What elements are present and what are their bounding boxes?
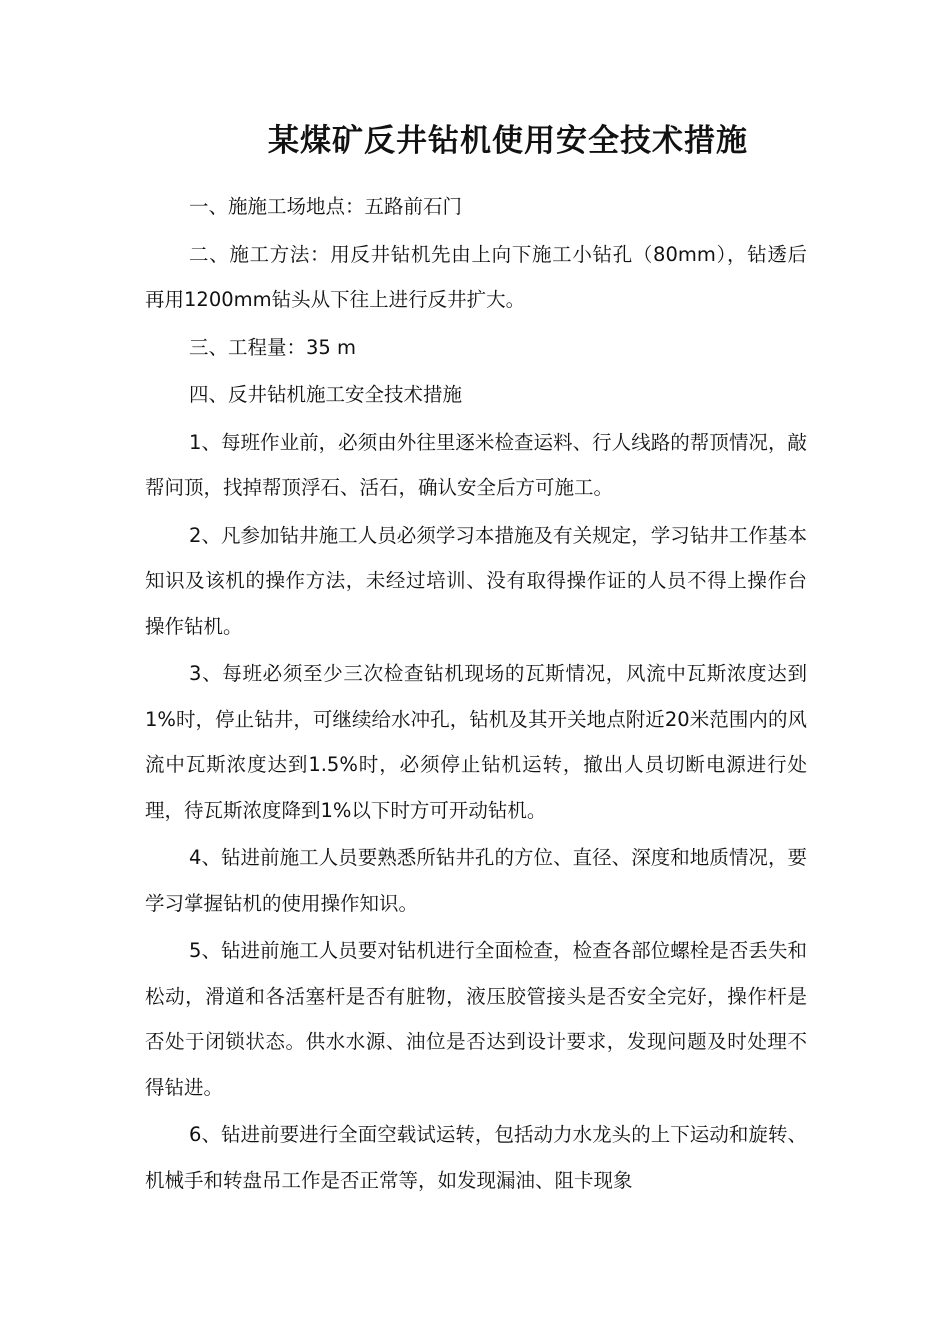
paragraph-item-2: 2、凡参加钻井施工人员必须学习本措施及有关规定，学习钻井工作基本知识及该机的操作方法，未经过培训、没有取得操作证的人员不得上操作台操作钻机。 [145,523,807,638]
paragraph-site: 一、施施工场地点：五路前石门 [189,195,463,218]
paragraph-item-3: 3、每班必须至少三次检查钻机现场的瓦斯情况，风流中瓦斯浓度达到1%时，停止钻井，可继续给水冲孔，钻机及其开关地点附近20米范围内的风流中瓦斯浓度达到1.5%时，必须停止钻机运转，撤出人员切断电源进行处理，待瓦斯浓度降到1%以下时方可开动钻机。 [145,662,807,822]
paragraph-quantity: 三、工程量：35 m [189,335,357,359]
document-title: 某煤矿反井钻机使用安全技术措施 [268,123,748,159]
paragraph-item-1: 1、每班作业前，必须由外往里逐米检查运料、行人线路的帮顶情况，敲帮问顶，找掉帮顶浮石、活石，确认安全后方可施工。 [145,430,807,499]
paragraph-method: 二、施工方法：用反井钻机先由上向下施工小钻孔（80mm），钻透后再用1200mm钻头从下往上进行反井扩大。 [145,242,807,311]
paragraph-item-6: 6、钻进前要进行全面空载试运转，包括动力水龙头的上下运动和旋转、机械手和转盘吊工作是否正常等，如发现漏油、阻卡现象 [145,1123,807,1192]
paragraph-section-heading: 四、反井钻机施工安全技术措施 [189,383,463,406]
paragraph-item-4: 4、钻进前施工人员要熟悉所钻井孔的方位、直径、深度和地质情况，要学习掌握钻机的使用操作知识。 [145,846,807,915]
paragraph-item-5: 5、钻进前施工人员要对钻机进行全面检查，检查各部位螺栓是否丢失和松动，滑道和各活塞杆是否有脏物，液压胶管接头是否安全完好，操作杆是否处于闭锁状态。供水水源、油位是否达到设计要求，发现问题及时处理不得钻进。 [145,939,807,1099]
document-body [145,184,807,1205]
